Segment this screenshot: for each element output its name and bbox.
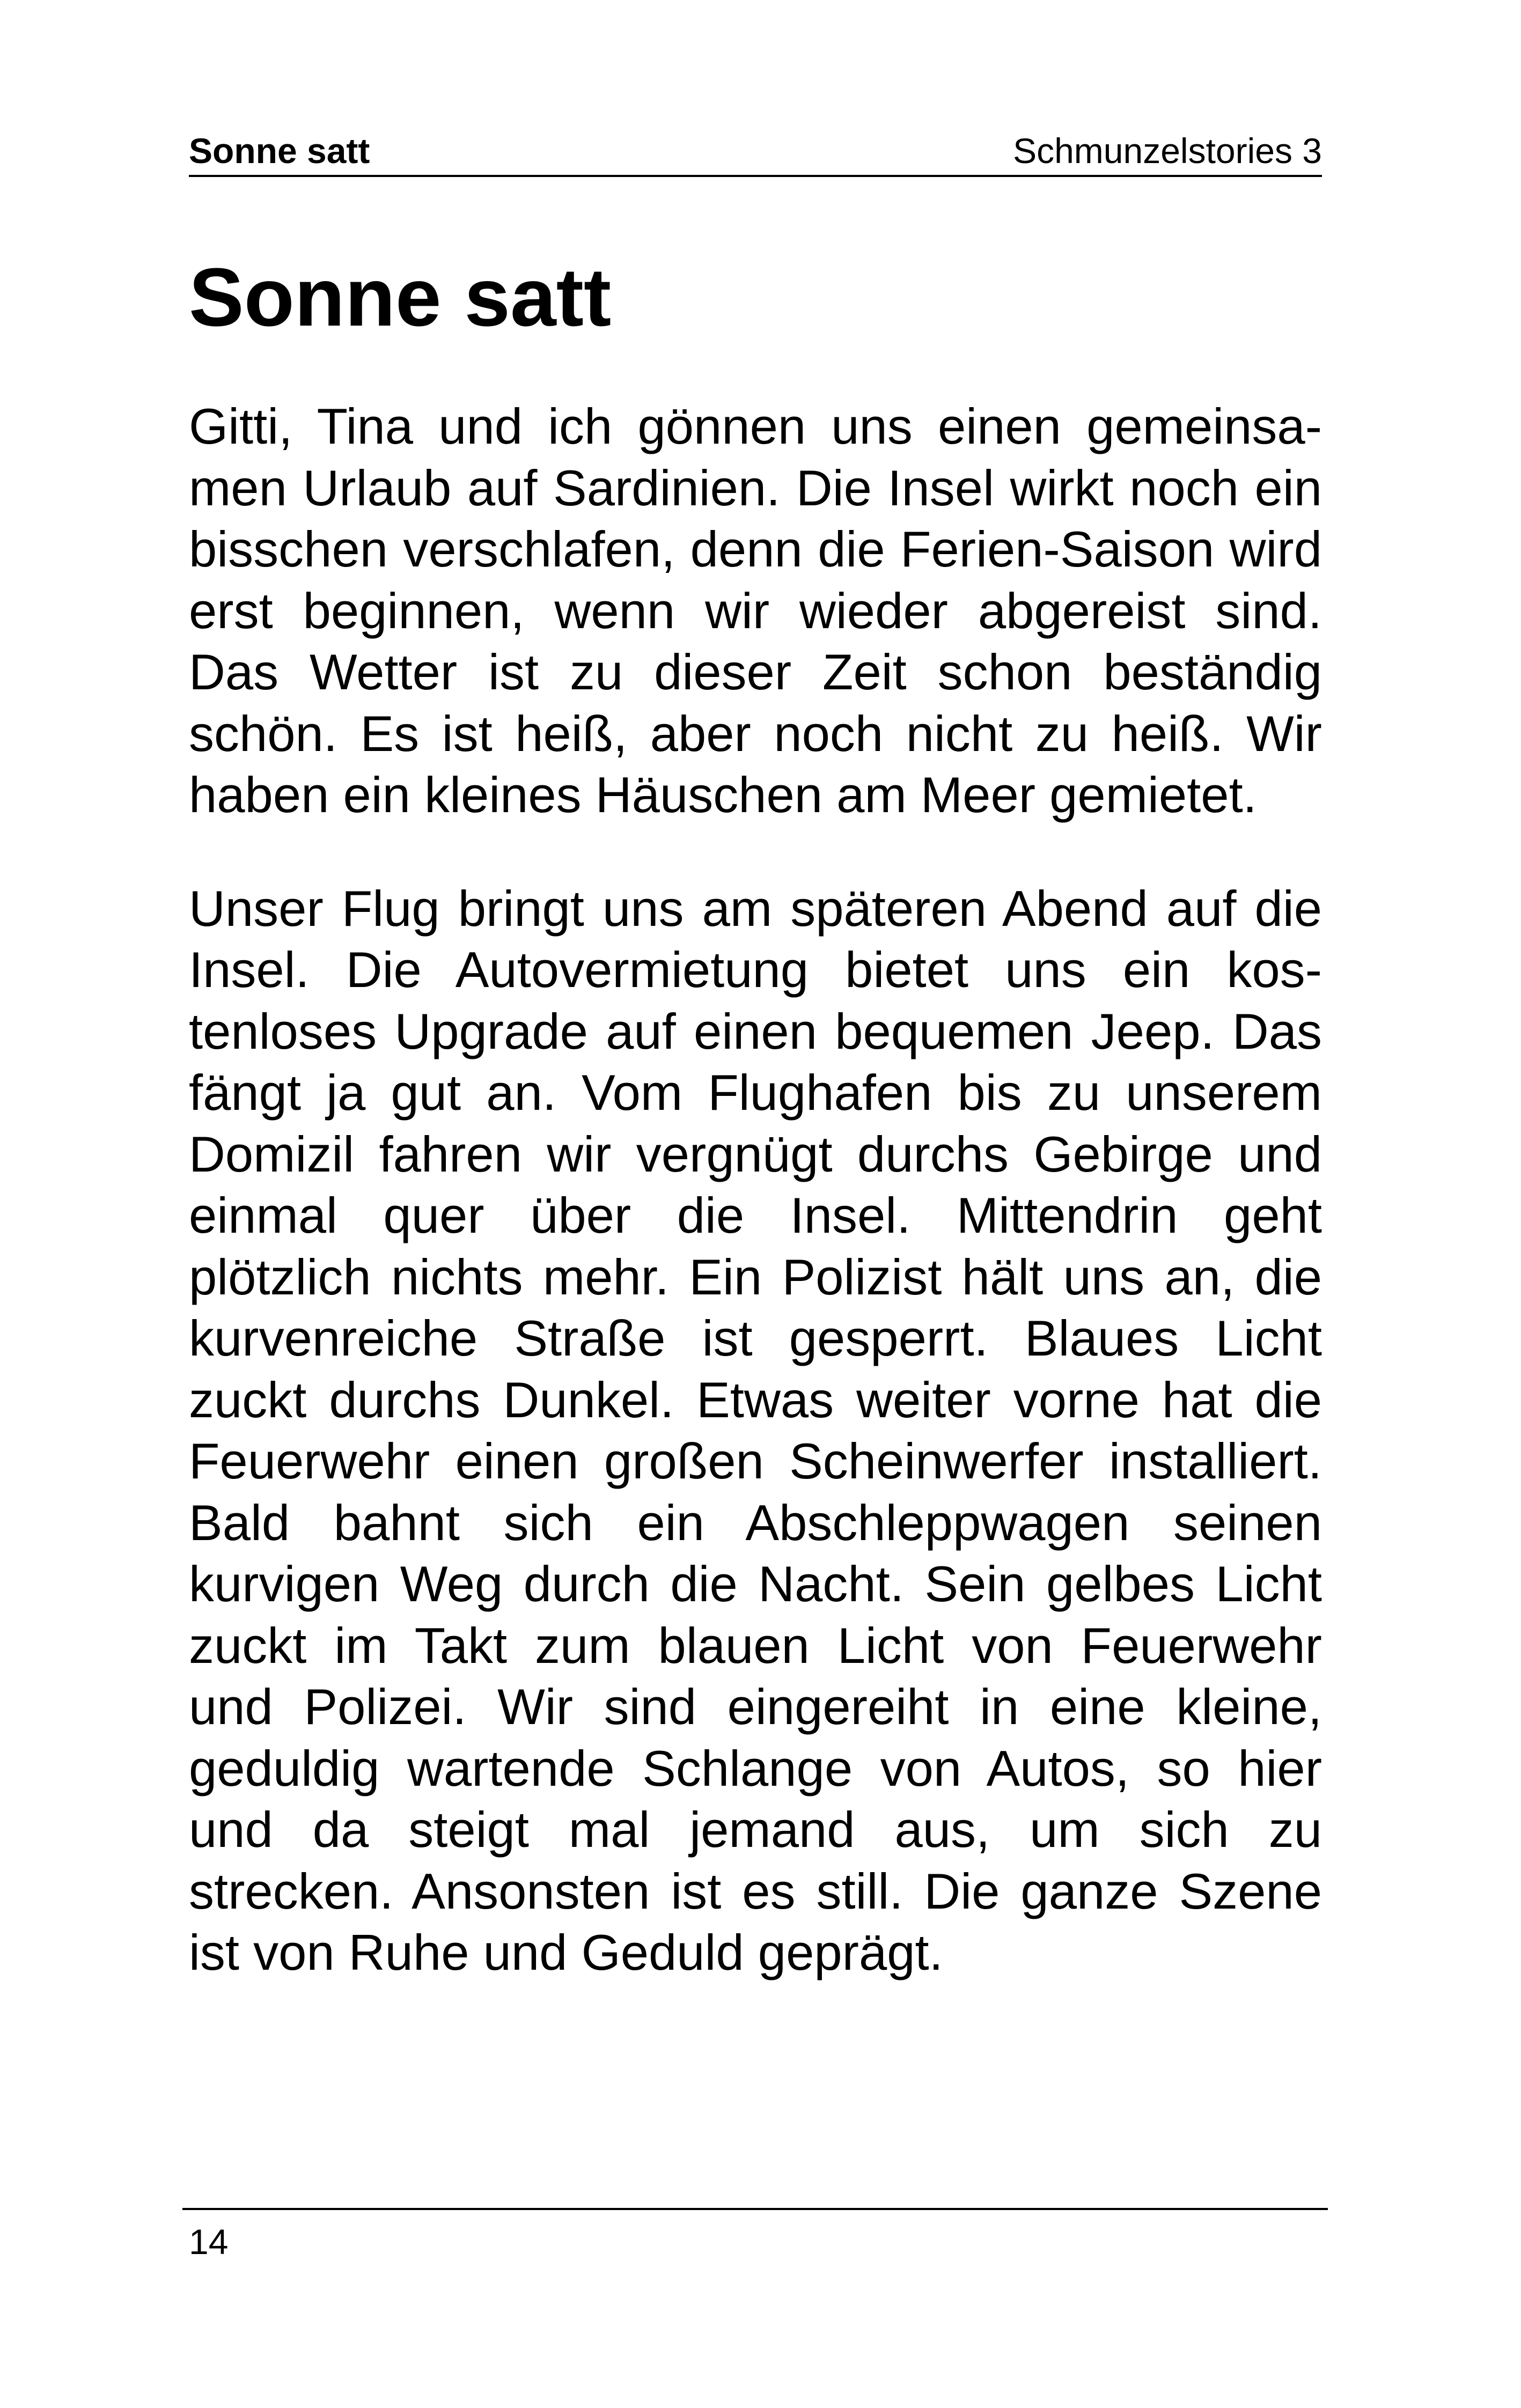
page-number: 14 [189,2222,229,2262]
running-header [189,129,1322,177]
chapter-title: Sonne satt [189,251,612,343]
page-footer [182,2208,1328,2262]
header-chapter-title: Sonne satt [189,131,370,171]
paragraph-1: Gitti, Tina und ich gönnen uns einen gemeinsamen Urlaub auf Sardinien. Die Insel wirkt noch ein bisschen verschlafen, denn die Ferien-Saison wird erst beginnen, wenn wir wieder abgereist sind. Das Wetter ist zu dieser Zeit schon beständig schön. Es ist heiß, aber noch nicht zu heiß. Wir haben ein kleines Häuschen am Meer gemietet. [189,398,1322,823]
paragraph-2: Unser Flug bringt uns am späteren Abend auf die Insel. Die Autovermietung bietet uns ein kostenloses Upgrade auf einen bequemen Jeep. Das fängt ja gut an. Vom Flughafen bis zu unserem Domizil fahren wir vergnügt durchs Gebirge und einmal quer über die Insel. Mittendrin geht plötzlich nichts mehr. Ein Polizist hält uns an, die kurvenreiche Straße ist gesperrt. Blaues Licht zuckt durchs Dunkel. Etwas weiter vorne hat die Feuerwehr einen großen Scheinwerfer installiert. Bald bahnt sich ein Abschleppwagen seinen kurvigen Weg durch die Nacht. Sein gelbes Licht zuckt im Takt zum blauen Licht von Feuerwehr und Polizei. Wir sind eingereiht in eine kleine, geduldig wartende Schlange von Autos, so hier und da steigt mal jemand aus, um sich zu strecken. Ansonsten ist es still. Die ganze Szene ist von Ruhe und Geduld geprägt. [189,880,1322,1980]
chapter-body [189,396,1322,2036]
header-book-title: Schmunzelstories 3 [1013,131,1322,171]
